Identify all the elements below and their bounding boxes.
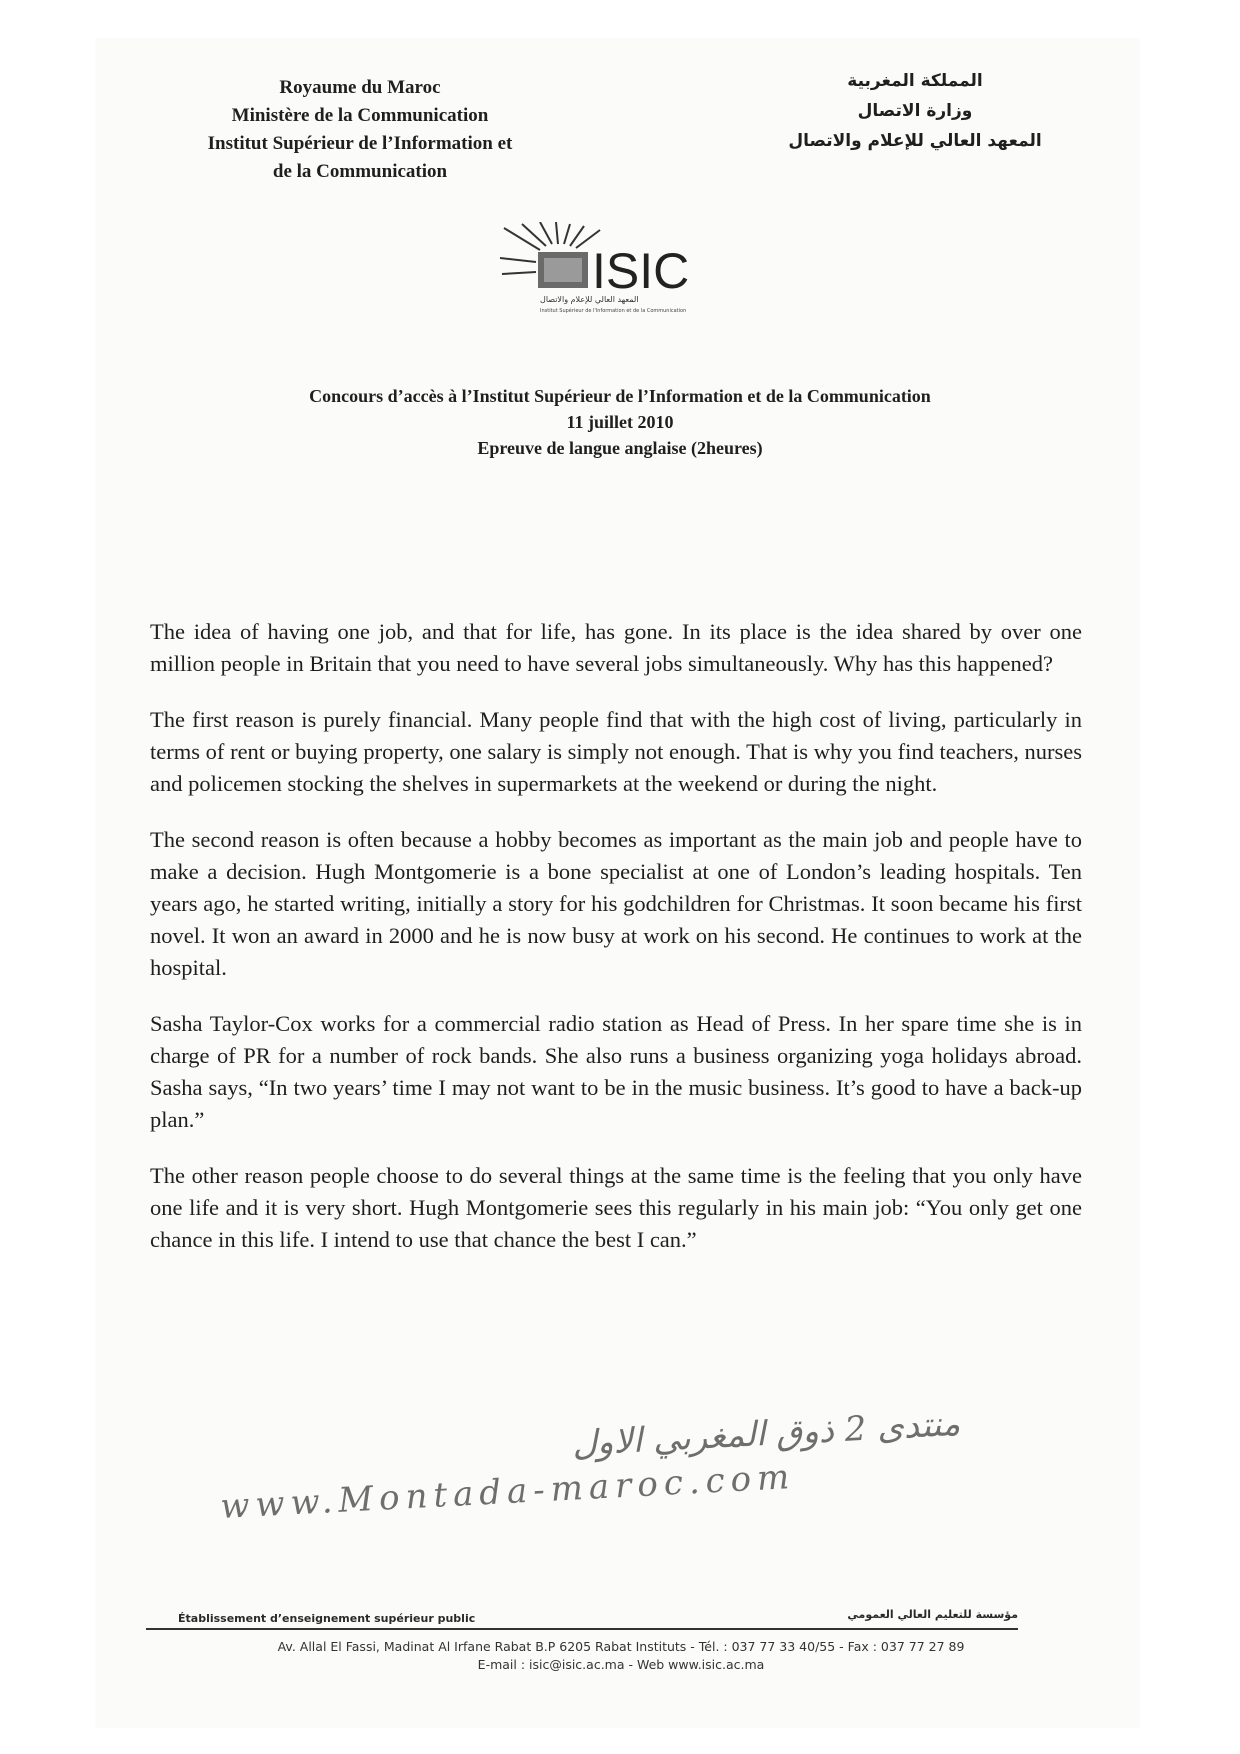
logo-french-line: Institut Supérieur de l'Information et de la Communication [540,308,687,314]
handwritten-note [220,1405,980,1545]
footer-establishment-ar: مؤسسة للتعليم العالي العمومي [847,1608,1018,1621]
header-ar-line-institute: المعهد العالي للإعلام والاتصال [788,131,1042,151]
header-line-institute-cont: de la Communication [272,161,448,182]
footer-contact [146,1638,1096,1674]
handwritten-line-arabic: منتدى 2 ذوق المغربي الاول [570,1403,961,1465]
isic-logo-graphic [500,222,730,332]
passage-paragraph-3: The second reason is often because a hobby becomes as important as the main job and people have to make a decision. Hugh Montgomerie is a bone specialist at one of London’s leading hospitals. Ten years ago, he started writing, initially a story for his godchildren for Christmas. It soon became his first novel. It won an award in 2000 and he is now busy at work on his second. He continues to work at the hospital. [150,827,1082,980]
passage-paragraph-5: The other reason people choose to do several things at the same time is the feeling that you only have one life and it is very short. Hugh Montgomerie sees this regularly in his main job: “You only get one chance in this life. I intend to use that chance the best I can.” [150,1163,1082,1252]
footer-divider [146,1628,1018,1630]
isic-logo [500,222,730,332]
logo-arabic-line: المعهد العالي للإعلام والاتصال [540,295,639,304]
exam-date: 11 juillet 2010 [566,412,674,432]
exam-title-block [140,383,1100,461]
reading-passage [150,616,1082,1280]
footer-establishment-fr: Établissement d’enseignement supérieur public [178,1612,476,1625]
exam-subject: Epreuve de langue anglaise (2heures) [477,438,763,458]
header-line-kingdom: Royaume du Maroc [279,77,441,98]
logo-text: ISIC [592,243,690,299]
passage-paragraph-1: The idea of having one job, and that for life, has gone. In its place is the idea shared by over one million people in Britain that you need to have several jobs simultaneously. Why has this happened? [150,619,1082,676]
header-line-ministry: Ministère de la Communication [231,105,489,126]
passage-paragraph-4: Sasha Taylor-Cox works for a commercial radio station as Head of Press. In her spare time she is in charge of PR for a number of rock bands. She also runs a business organizing yoga holidays abroad. Sasha says, “In two years’ time I may not want to be in the music business. It’s good to have a back-up plan.” [150,1011,1082,1132]
footer-email-web: E-mail : isic@isic.ac.ma - Web www.isic.ac.ma [477,1657,765,1672]
header-ar-line-ministry: وزارة الاتصال [857,101,973,121]
exam-title: Concours d’accès à l’Institut Supérieur de l’Information et de la Communication [309,386,931,406]
handwritten-line-url: www.Montada-maroc.com [219,1456,797,1528]
footer-address: Av. Allal El Fassi, Madinat Al Irfane Rabat B.P 6205 Rabat Instituts - Tél. : 037 77 33 40/55 - Fax : 037 77 27 89 [277,1639,965,1654]
header-institution-ar [765,66,1065,156]
header-line-institute: Institut Supérieur de l’Information et [207,133,513,154]
header-ar-line-kingdom: المملكة المغربية [847,71,983,91]
passage-paragraph-2: The first reason is purely financial. Many people find that with the high cost of living, particularly in terms of rent or buying property, one salary is simply not enough. That is why you find teachers, nurses and policemen stocking the shelves in supermarkets at the weekend or during the night. [150,707,1082,796]
header-institution-fr [150,74,570,186]
